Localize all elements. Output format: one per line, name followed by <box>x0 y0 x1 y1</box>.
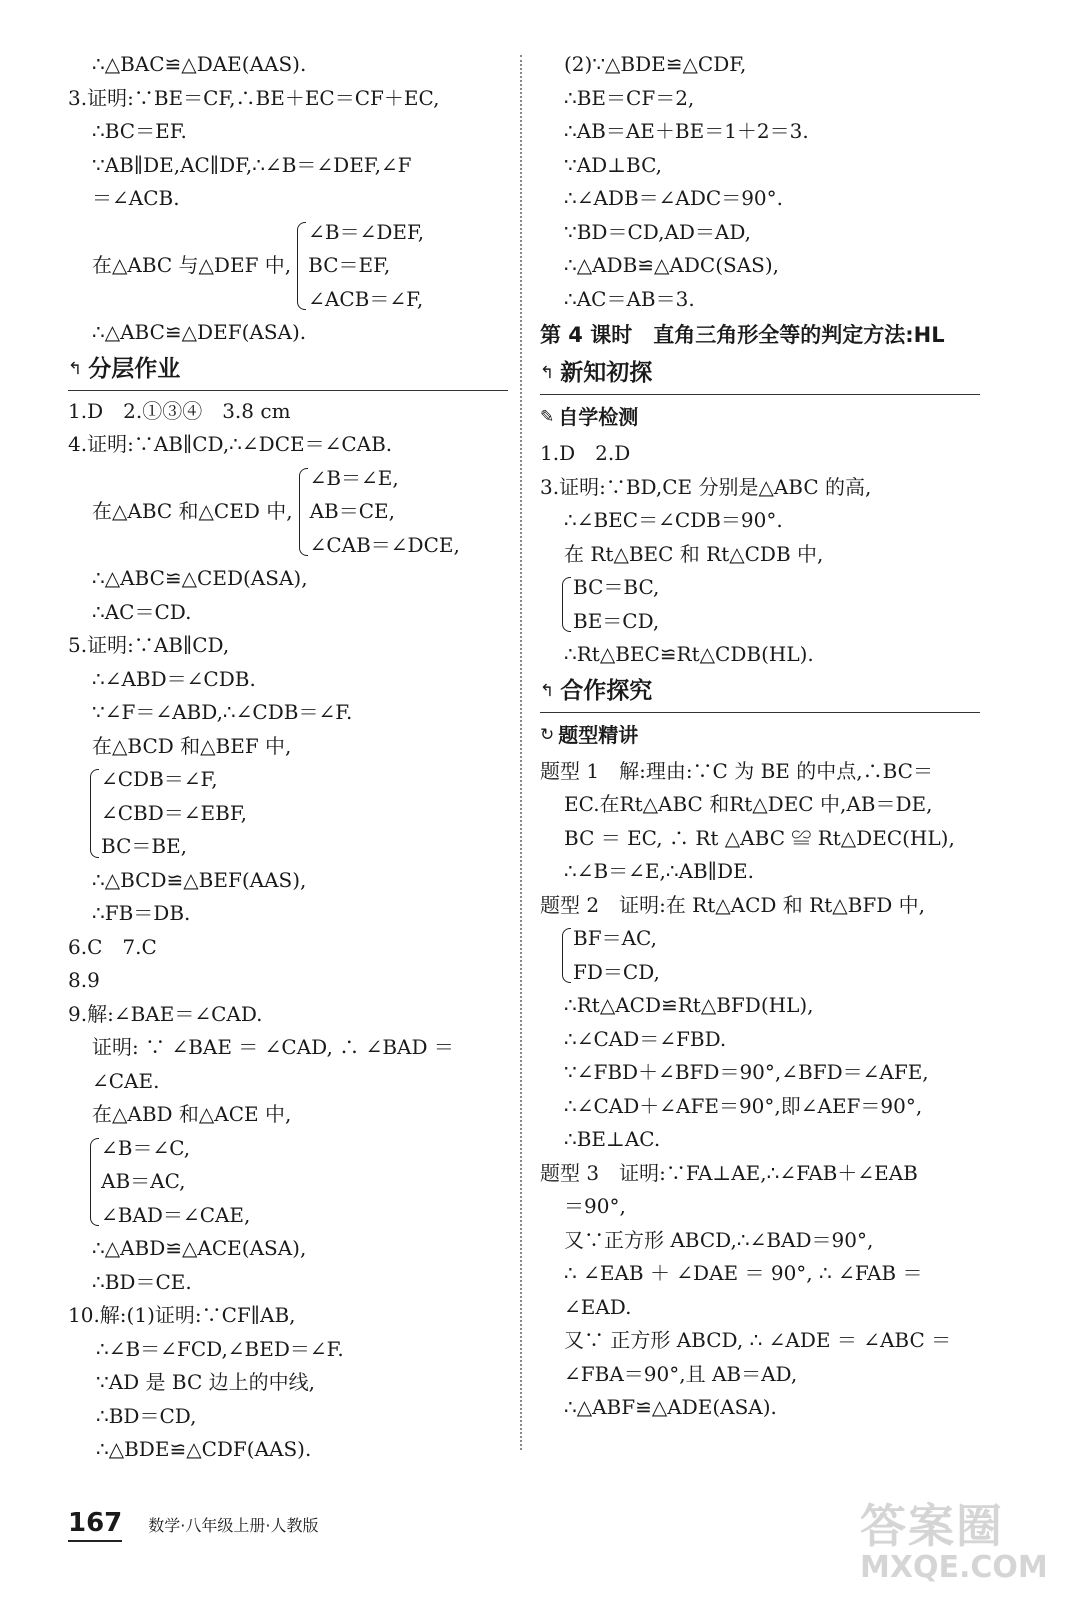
corner-arrow-icon: ↰ <box>540 680 555 701</box>
q3-brace-prefix: 在△ABC 与△DEF 中, <box>92 253 292 277</box>
swirl-icon: ↻ <box>540 724 555 745</box>
type3-line-1: 题型 3 证明:∵FA⊥AE,∴∠FAB＋∠EAB <box>540 1160 918 1185</box>
type3-line-2: ＝90°, <box>564 1194 626 1218</box>
q5-brace-item-1: ∠CDB＝∠F, <box>101 767 218 791</box>
q4-end-1: ∴△ABC≌△CED(ASA), <box>92 566 308 590</box>
answers-1-2: 1.D 2.D <box>540 441 631 465</box>
q10-part2-line-7: ∴△ADB≌△ADC(SAS), <box>564 253 780 277</box>
q9-brace-item-1: ∠B＝∠C, <box>101 1135 191 1160</box>
type2-end-3: ∵∠FBD＋∠BFD＝90°,∠BFD＝∠AFE, <box>564 1060 929 1084</box>
answers-1-3: 1.D 2.①③④ 3.8 cm <box>68 398 291 423</box>
q9-brace-group <box>68 1132 508 1233</box>
answers-6-7: 6.C 7.C <box>68 934 157 959</box>
section-header-layered-homework <box>68 350 508 391</box>
q4-brace-item-3: ∠CAB＝∠DCE, <box>309 532 460 557</box>
q3-brace-item-2: BC＝EF, <box>308 253 391 277</box>
q9-end-2: ∴BD＝CE. <box>92 1269 192 1294</box>
q3-brace-item-3: ∠ACB＝∠F, <box>308 286 424 311</box>
q4-brace-item-1: ∠B＝∠E, <box>309 465 399 490</box>
left-column <box>68 48 508 1467</box>
q5-brace-item-2: ∠CBD＝∠EBF, <box>101 800 247 825</box>
q3-line-1: 3.证明:∵BD,CE 分别是△ABC 的高, <box>540 474 872 499</box>
q10-part2-line-6: ∵BD＝CD,AD＝AD, <box>564 219 752 244</box>
q4-brace-item-2: AB＝CE, <box>309 499 395 523</box>
type3-line-7: ∠FBA＝90°,且 AB＝AD, <box>564 1361 798 1386</box>
q4-brace-group <box>68 462 508 563</box>
type3-line-4: ∴ ∠EAB ＋ ∠DAE ＝ 90°, ∴ ∠FAB ＝ <box>564 1261 923 1285</box>
q9-brace-item-2: AB＝AC, <box>101 1169 186 1193</box>
q5-end-2: ∴FB＝DB. <box>92 901 191 925</box>
pencil-icon: ✎ <box>540 407 555 428</box>
answer-8: 8.9 <box>68 968 100 992</box>
type3-line-5: ∠EAD. <box>564 1294 632 1319</box>
subheader-problem-types <box>540 717 980 755</box>
lesson-title: 第 4 课时 直角三角形全等的判定方法:HL <box>540 323 945 347</box>
page-footer <box>68 1508 318 1542</box>
q3-line-2: ∴∠BEC＝∠CDB＝90°. <box>564 508 783 532</box>
subheader-self-check <box>540 399 980 437</box>
q3-conclusion: ∴Rt△BEC≌Rt△CDB(HL). <box>564 642 814 666</box>
q9-line-2: 证明: ∵ ∠BAE ＝ ∠CAD, ∴ ∠BAD ＝ <box>92 1035 454 1059</box>
q3-conclusion: ∴△ABC≌△DEF(ASA). <box>92 320 307 344</box>
type2-end-1: ∴Rt△ACD≌Rt△BFD(HL), <box>564 993 814 1017</box>
q9-line-1: 9.解:∠BAE＝∠CAD. <box>68 1001 263 1026</box>
q3-line-4: ＝∠ACB. <box>92 186 180 210</box>
q10-part2-line-2: ∴BE＝CF＝2, <box>564 85 695 110</box>
q5-brace-item-3: BC＝BE, <box>101 834 188 858</box>
q3-brace-group <box>68 216 508 317</box>
q5-line-2: ∴∠ABD＝∠CDB. <box>92 666 256 691</box>
type2-line-1: 题型 2 证明:在 Rt△ACD 和 Rt△BFD 中, <box>540 892 925 917</box>
brace-symbol <box>90 769 99 858</box>
brace-symbol <box>90 1138 99 1227</box>
watermark-bottom: MXQE.COM <box>860 1550 1048 1585</box>
q3-brace-group <box>540 571 980 638</box>
subheader-title: 自学检测 <box>558 405 639 430</box>
q3-brace-item-1: ∠B＝∠DEF, <box>308 219 425 244</box>
q10-part2-line-8: ∴AC＝AB＝3. <box>564 286 695 311</box>
q10-line-2: ∴∠B＝∠FCD,∠BED＝∠F. <box>96 1336 344 1361</box>
q5-brace-group <box>68 763 508 864</box>
q3-brace-item-2: BE＝CD, <box>573 608 660 633</box>
right-column <box>540 48 980 1425</box>
book-subject: 数学·八年级上册·人教版 <box>148 1516 319 1535</box>
section-title: 新知初探 <box>560 360 653 387</box>
type2-brace-item-2: FD＝CD, <box>573 959 660 984</box>
q5-line-3: ∵∠F＝∠ABD,∴∠CDB＝∠F. <box>92 700 353 724</box>
q9-end-1: ∴△ABD≌△ACE(ASA), <box>92 1236 307 1260</box>
q3-line-3: 在 Rt△BEC 和 Rt△CDB 中, <box>564 541 824 566</box>
watermark-logo <box>860 1490 1060 1590</box>
section-title: 合作探究 <box>560 677 653 704</box>
type2-brace-group <box>540 922 980 989</box>
brace-symbol <box>562 577 571 632</box>
type1-line-2: EC.在Rt△ABC 和Rt△DEC 中,AB＝DE, <box>564 792 933 816</box>
q10-part2-line-1: (2)∵△BDE≌△CDF, <box>564 52 747 76</box>
q3-brace-item-1: BC＝BC, <box>573 575 660 599</box>
page-number: 167 <box>68 1508 122 1542</box>
type2-end-5: ∴BE⊥AC. <box>564 1127 661 1151</box>
q5-line-1: 5.证明:∵AB∥CD, <box>68 633 230 657</box>
q10-part2-line-5: ∴∠ADB＝∠ADC＝90°. <box>564 186 784 210</box>
section-header-cooperative <box>540 672 980 713</box>
q5-end-1: ∴△BCD≌△BEF(AAS), <box>92 867 307 892</box>
section-header-new-knowledge <box>540 354 980 395</box>
q10-part2-line-3: ∴AB＝AE＋BE＝1＋2＝3. <box>564 119 809 143</box>
subheader-title: 题型精讲 <box>558 722 639 747</box>
q10-part2-line-4: ∵AD⊥BC, <box>564 152 663 177</box>
q3-line-1: 3.证明:∵BE＝CF,∴BE＋EC＝CF＋EC, <box>68 85 440 110</box>
brace-symbol <box>297 222 306 311</box>
q10-line-4: ∴BD＝CD, <box>96 1403 197 1428</box>
q4-brace-prefix: 在△ABC 和△CED 中, <box>92 499 293 523</box>
text-line: ∴△BAC≌△DAE(AAS). <box>92 52 307 76</box>
brace-symbol <box>562 928 571 983</box>
q9-line-4: 在△ABD 和△ACE 中, <box>92 1102 292 1126</box>
watermark-top: 答案圈 <box>860 1499 1004 1553</box>
type2-brace-item-1: BF＝AC, <box>573 926 657 950</box>
q3-line-2: ∴BC＝EF. <box>92 119 187 143</box>
type3-line-3: 又∵正方形 ABCD,∴∠BAD＝90°, <box>564 1227 874 1252</box>
q10-line-1: 10.解:(1)证明:∵CF∥AB, <box>68 1303 296 1327</box>
q10-line-3: ∵AD 是 BC 边上的中线, <box>96 1370 316 1394</box>
type2-end-2: ∴∠CAD＝∠FBD. <box>564 1026 727 1051</box>
corner-arrow-icon: ↰ <box>540 363 555 384</box>
q10-line-5: ∴△BDE≌△CDF(AAS). <box>96 1437 312 1461</box>
type3-line-6: 又∵ 正方形 ABCD, ∴ ∠ADE ＝ ∠ABC ＝ <box>564 1328 952 1352</box>
q5-line-4: 在△BCD 和△BEF 中, <box>92 733 292 758</box>
q3-line-3: ∵AB∥DE,AC∥DF,∴∠B＝∠DEF,∠F <box>92 152 412 177</box>
type1-line-4: ∴∠B＝∠E,∴AB∥DE. <box>564 859 754 883</box>
type3-line-8: ∴△ABF≌△ADE(ASA). <box>564 1395 777 1419</box>
corner-arrow-icon: ↰ <box>68 358 83 379</box>
brace-symbol <box>299 468 308 557</box>
type2-end-4: ∴∠CAD＋∠AFE＝90°,即∠AEF＝90°, <box>564 1093 923 1118</box>
q9-brace-item-3: ∠BAD＝∠CAE, <box>101 1202 251 1227</box>
q4-line-1: 4.证明:∵AB∥CD,∴∠DCE＝∠CAB. <box>68 432 393 456</box>
type1-line-1: 题型 1 解:理由:∵C 为 BE 的中点,∴BC＝ <box>540 758 933 783</box>
q9-line-3: ∠CAE. <box>92 1068 160 1093</box>
column-divider <box>520 55 522 1450</box>
section-title: 分层作业 <box>88 355 181 382</box>
type1-line-3: BC ＝ EC, ∴ Rt △ABC ≌ Rt△DEC(HL), <box>564 825 955 850</box>
q4-end-2: ∴AC＝CD. <box>92 599 192 624</box>
